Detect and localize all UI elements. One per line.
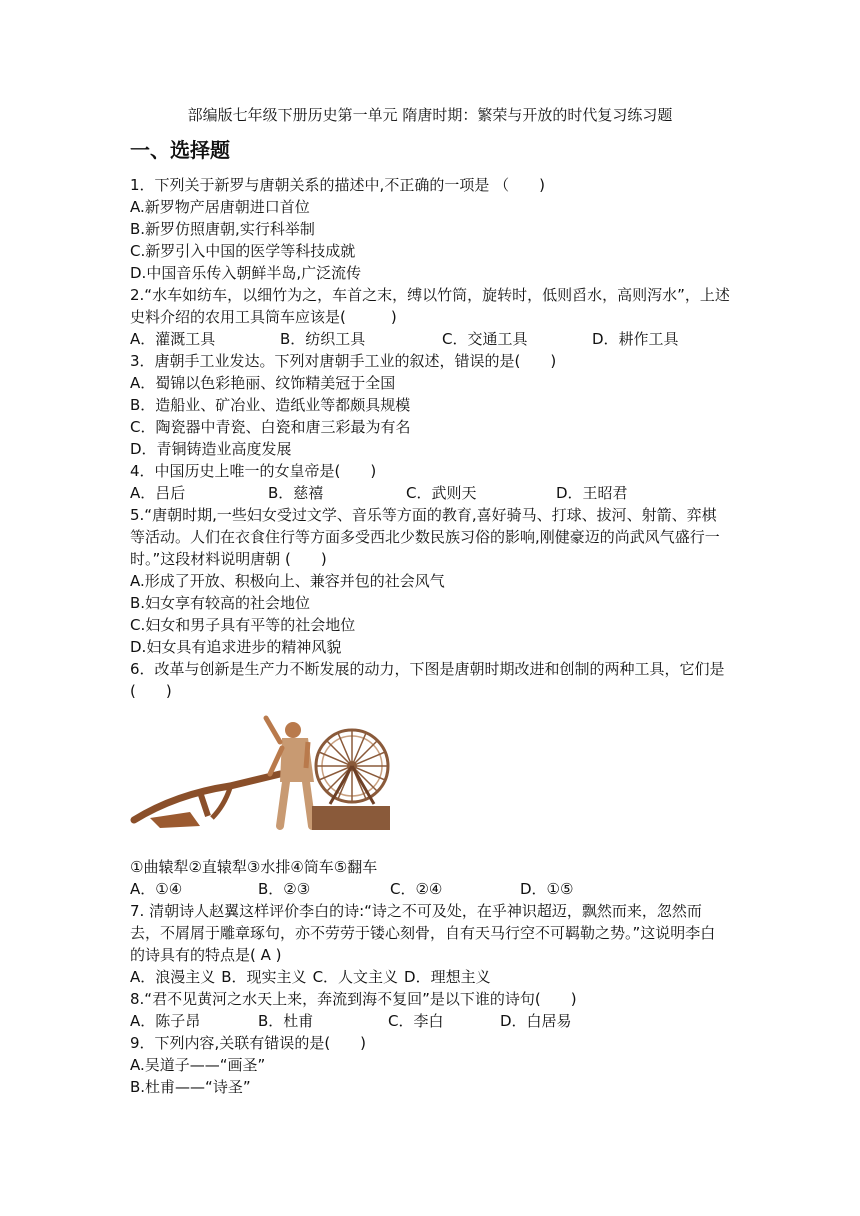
question-8-options <box>130 1010 730 1032</box>
question-4-option-a: A．吕后 <box>130 484 186 502</box>
question-7-stem: 7. 清朝诗人赵翼这样评价李白的诗:“诗之不可及处，在乎神识超迈，飘然而来，忽然而去，不屑屑于雕章琢句，亦不劳劳于镂心刻骨，自有天马行空不可羁勒之势。”这说明李白的诗具有的特点是( A ) <box>130 902 716 964</box>
question-1-option-c: C.新罗引入中国的医学等科技成就 <box>130 242 356 260</box>
question-1-option-a: A.新罗物产居唐朝进口首位 <box>130 198 310 216</box>
question-3-stem: 3．唐朝手工业发达。下列对唐朝手工业的叙述，错误的是( ) <box>130 352 557 370</box>
question-list <box>130 174 730 1098</box>
question-8-stem: 8.“君不见黄河之水天上来，奔流到海不复回”是以下谁的诗句( ) <box>130 990 577 1008</box>
question-6-options <box>130 878 730 900</box>
question-6-stem: 6．改革与创新是生产力不断发展的动力，下图是唐朝时期改进和创制的两种工具，它们是( ) <box>130 660 725 700</box>
question-8-option-a: A．陈子昂 <box>130 1012 201 1030</box>
question-3-option-b: B．造船业、矿冶业、造纸业等都颇具规模 <box>130 396 411 414</box>
section-heading: 一、选择题 <box>130 138 230 162</box>
question-9-option-a: A.吴道子——“画圣” <box>130 1056 266 1074</box>
waterwheel-illustration <box>312 730 390 830</box>
question-4-stem: 4．中国历史上唯一的女皇帝是( ) <box>130 462 377 480</box>
question-7-options <box>130 966 730 988</box>
question-3-option-a: A．蜀锦以色彩艳丽、纹饰精美冠于全国 <box>130 374 396 392</box>
question-9-option-b: B.杜甫——“诗圣” <box>130 1078 251 1096</box>
document-title: 部编版七年级下册历史第一单元 隋唐时期：繁荣与开放的时代复习练习题 <box>187 106 673 124</box>
question-7-option-d: D．理想主义 <box>404 968 491 986</box>
question-6-option-d: D．①⑤ <box>520 880 574 898</box>
question-6-option-a: A．①④ <box>130 880 183 898</box>
question-5-option-d: D.妇女具有追求进步的精神风貌 <box>130 638 342 656</box>
question-3-option-d: D．青铜铸造业高度发展 <box>130 440 292 458</box>
question-2-stem: 2.“水车如纺车，以细竹为之，车首之末，缚以竹筒，旋转时，低则舀水，高则泻水”，上述史料介绍的农用工具筒车应该是( ) <box>130 286 730 326</box>
plough-and-waterwheel-illustration <box>130 708 390 836</box>
question-1-option-d: D.中国音乐传入朝鲜半岛,广泛流传 <box>130 264 362 282</box>
curved-plough-illustration <box>134 774 280 828</box>
question-7-option-c: C．人文主义 <box>312 968 399 986</box>
question-8-option-b: B．杜甫 <box>258 1012 314 1030</box>
question-6-option-c: C．②④ <box>390 880 443 898</box>
question-2-option-c: C．交通工具 <box>442 330 528 348</box>
question-5-stem: 5.“唐朝时期,一些妇女受过文学、音乐等方面的教育,喜好骑马、打球、拔河、射箭、弈棋等活动。人们在衣食住行等方面多受西北少数民族习俗的影响,刚健豪迈的尚武风气盛行一时。”这段材料说明唐朝 ( ) <box>130 506 720 568</box>
question-1-option-b: B.新罗仿照唐朝,实行科举制 <box>130 220 315 238</box>
question-2-options <box>130 328 730 350</box>
question-7-option-b: B．现实主义 <box>221 968 307 986</box>
question-4-option-c: C．武则天 <box>406 484 477 502</box>
question-1-stem: 1．下列关于新罗与唐朝关系的描述中,不正确的一项是 （ ) <box>130 176 545 194</box>
question-6-item-list: ①曲辕犁②直辕犁③水排④筒车⑤翻车 <box>130 858 378 876</box>
question-3-option-c: C．陶瓷器中青瓷、白瓷和唐三彩最为有名 <box>130 418 411 436</box>
question-2-option-d: D．耕作工具 <box>592 330 679 348</box>
question-5-option-a: A.形成了开放、积极向上、兼容并包的社会风气 <box>130 572 445 590</box>
question-5-option-c: C.妇女和男子具有平等的社会地位 <box>130 616 356 634</box>
farmer-figure <box>266 718 314 826</box>
question-6-illustration <box>130 702 730 856</box>
question-9-stem: 9．下列内容,关联有错误的是( ) <box>130 1034 367 1052</box>
question-8-option-d: D．白居易 <box>500 1012 572 1030</box>
question-4-option-d: D．王昭君 <box>556 484 628 502</box>
question-4-options <box>130 482 730 504</box>
question-2-option-a: A．灌溉工具 <box>130 330 216 348</box>
question-6-option-b: B．②③ <box>258 880 311 898</box>
question-5-option-b: B.妇女享有较高的社会地位 <box>130 594 311 612</box>
question-2-option-b: B．纺织工具 <box>280 330 366 348</box>
question-4-option-b: B．慈禧 <box>268 484 324 502</box>
question-8-option-c: C．李白 <box>388 1012 444 1030</box>
question-7-option-a: A．浪漫主义 <box>130 968 216 986</box>
